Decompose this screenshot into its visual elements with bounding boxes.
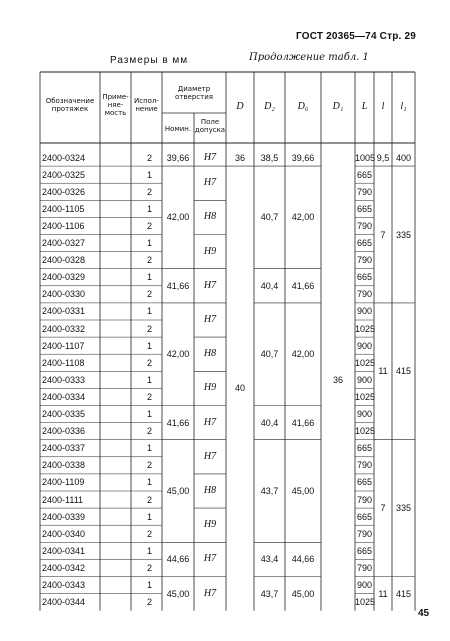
version-cell: 2	[146, 289, 152, 300]
diameter-D6-cell: 44,66	[291, 554, 315, 565]
bore-nominal-cell: 44,66	[166, 554, 190, 565]
length-L-cell: 790	[356, 460, 373, 471]
designation-cell: 2400-0340	[42, 528, 86, 539]
version-cell: 2	[146, 597, 152, 608]
bore-tolerance-cell: H7	[203, 314, 217, 325]
designation-cell: 2400-0338	[42, 460, 86, 471]
length-L-cell: 1005	[355, 152, 376, 163]
version-cell: 1	[146, 340, 152, 351]
designation-cell: 2400-0326	[42, 186, 86, 197]
designation-cell: 2400-1107	[42, 340, 85, 351]
col-header-D: D	[236, 101, 244, 112]
dimensions-caption: Размеры в мм	[110, 55, 189, 66]
length-L-cell: 900	[356, 374, 373, 385]
designation-cell: 2400-0331	[42, 306, 86, 317]
col-header-l: l	[381, 101, 385, 112]
length-L-cell: 665	[356, 443, 373, 454]
version-cell: 1	[146, 545, 152, 556]
designation-cell: 2400-0329	[42, 272, 86, 283]
col-header-D6: D₆	[297, 101, 309, 112]
diameter-D2-cell: 40,7	[260, 212, 279, 223]
length-L-cell: 1025	[355, 391, 376, 402]
designation-cell: 2400-0324	[42, 152, 86, 163]
bore-tolerance-cell: H7	[203, 151, 217, 163]
version-cell: 1	[146, 409, 152, 420]
length-L-cell: 665	[356, 511, 373, 522]
version-cell: 1	[146, 306, 152, 317]
col-header-l1: l₁	[400, 101, 407, 112]
version-cell: 1	[146, 374, 152, 385]
length-L-cell: 790	[356, 494, 373, 505]
length-l-cell: 7	[380, 503, 386, 514]
length-l-cell: 11	[378, 588, 388, 599]
version-cell: 1	[146, 203, 152, 214]
bore-tolerance-cell: H9	[203, 382, 217, 394]
length-L-cell: 665	[356, 272, 373, 283]
version-cell: 1	[146, 477, 152, 488]
length-L-cell: 790	[356, 186, 373, 197]
designation-cell: 2400-0344	[42, 597, 86, 608]
designation-cell: 2400-0336	[42, 426, 86, 437]
length-L-cell: 790	[356, 289, 373, 300]
bore-tolerance-cell: H7	[203, 177, 217, 189]
bore-tolerance-cell: H8	[203, 485, 217, 496]
diameter-D2-cell: 43,7	[260, 588, 279, 599]
version-cell: 2	[146, 152, 152, 163]
diameter-D2-cell: 38,5	[260, 152, 279, 163]
length-l1-cell: 415	[395, 366, 412, 377]
length-L-cell: 900	[356, 409, 373, 420]
diameter-D2-cell: 40,4	[260, 417, 279, 428]
length-l-cell: 7	[380, 229, 386, 240]
designation-cell: 2400-0339	[42, 511, 86, 522]
designation-cell: 2400-1106	[42, 220, 85, 231]
diameter-D2-cell: 40,7	[260, 349, 279, 360]
version-cell: 2	[146, 391, 152, 402]
length-l1-cell: 400	[395, 152, 412, 163]
length-L-cell: 900	[356, 580, 373, 591]
designation-cell: 2400-0325	[42, 169, 86, 180]
designation-cell: 2400-1105	[42, 203, 85, 214]
bore-nominal-cell: 45,00	[166, 588, 190, 599]
col-header-nominal: Номин.	[164, 125, 192, 133]
length-l-cell: 11	[378, 366, 388, 377]
bore-tolerance-cell: H8	[203, 348, 217, 360]
length-L-cell: 900	[356, 306, 373, 317]
diameter-D2-cell: 43,7	[260, 486, 279, 496]
table-continuation-caption: Продолжение табл. 1	[249, 52, 369, 63]
diameter-D6-cell: 45,00	[291, 486, 315, 496]
length-L-cell: 665	[356, 203, 373, 214]
col-header-version: Испол- нение	[134, 97, 159, 113]
designation-cell: 2400-0334	[42, 391, 86, 402]
designation-cell: 2400-0343	[42, 580, 86, 591]
bore-nominal-cell: 45,00	[166, 486, 190, 496]
length-l1-cell: 415	[395, 588, 412, 599]
version-cell: 2	[146, 323, 152, 334]
length-L-cell: 665	[356, 545, 373, 556]
designation-cell: 2400-0341	[42, 545, 86, 556]
diameter-D6-cell: 42,00	[291, 349, 315, 360]
version-cell: 1	[146, 511, 152, 522]
length-L-cell: 1025	[355, 357, 376, 368]
length-L-cell: 1025	[355, 597, 376, 608]
length-L-cell: 665	[356, 477, 373, 488]
designation-cell: 2400-1108	[42, 357, 85, 368]
designation-cell: 2400-0335	[42, 409, 86, 420]
designation-cell: 2400-0328	[42, 255, 86, 266]
diameter-D-cell: 40	[234, 383, 245, 394]
col-header-designation: Обозначение протяжек	[45, 97, 95, 113]
version-cell: 1	[146, 580, 152, 591]
designation-cell: 2400-1111	[42, 494, 84, 505]
designation-cell: 2400-0332	[42, 323, 86, 334]
version-cell: 2	[146, 357, 152, 368]
length-L-cell: 1025	[355, 426, 376, 437]
diameter-D6-cell: 39,66	[291, 152, 315, 163]
diameter-D2-cell: 43,4	[260, 554, 279, 565]
bore-nominal-cell: 42,00	[166, 349, 190, 360]
col-header-D2: D₂	[264, 101, 275, 112]
length-l-cell: 9,5	[376, 152, 390, 163]
version-cell: 2	[146, 426, 152, 437]
bore-tolerance-cell: H9	[203, 245, 217, 257]
version-cell: 1	[146, 443, 152, 454]
version-cell: 2	[146, 528, 152, 539]
version-cell: 2	[146, 220, 152, 231]
diameter-D1-cell: 36	[332, 374, 343, 385]
version-cell: 1	[146, 169, 152, 180]
diameter-D6-cell: 42,00	[291, 212, 315, 223]
length-L-cell: 790	[356, 255, 373, 266]
diameter-D6-cell: 45,00	[291, 588, 315, 599]
length-l1-cell: 335	[395, 503, 412, 514]
col-header-tolerance: Поле допуска	[194, 118, 226, 134]
bore-nominal-cell: 41,66	[166, 417, 190, 428]
bore-tolerance-cell: H7	[203, 279, 217, 291]
length-L-cell: 790	[356, 220, 373, 231]
version-cell: 2	[146, 494, 152, 505]
bore-tolerance-cell: H7	[203, 416, 217, 428]
designation-cell: 2400-0330	[42, 289, 86, 300]
col-header-application: Приме- няе- мость	[102, 93, 129, 117]
length-L-cell: 900	[356, 340, 373, 351]
designation-cell: 2400-0327	[42, 238, 86, 249]
length-L-cell: 665	[356, 238, 373, 249]
diameter-D6-cell: 41,66	[291, 417, 315, 428]
version-cell: 1	[146, 272, 152, 283]
bore-nominal-cell: 41,66	[166, 280, 190, 291]
designation-cell: 2400-0342	[42, 562, 86, 573]
page-number: 45	[418, 608, 430, 619]
col-header-L: L	[361, 101, 368, 112]
designation-cell: 2400-0337	[42, 443, 86, 454]
standard-header: ГОСТ 20365—74 Стр. 29	[296, 31, 416, 42]
version-cell: 1	[146, 238, 152, 249]
length-L-cell: 665	[356, 169, 373, 180]
version-cell: 2	[146, 186, 152, 197]
designation-cell: 2400-0333	[42, 374, 86, 385]
col-header-D1: D₁	[332, 101, 344, 112]
bore-tolerance-cell: H7	[203, 553, 217, 565]
length-l1-cell: 335	[395, 229, 412, 240]
diameter-D-cell: 36	[234, 152, 245, 163]
bore-tolerance-cell: H8	[203, 211, 217, 223]
bore-tolerance-cell: H7	[203, 450, 217, 462]
version-cell: 2	[146, 460, 152, 471]
version-cell: 2	[146, 255, 152, 266]
length-L-cell: 1025	[355, 323, 376, 334]
col-header-bore: Диаметр отверстия	[175, 85, 213, 101]
version-cell: 2	[146, 562, 152, 573]
bore-nominal-cell: 39,66	[166, 152, 190, 163]
diameter-D6-cell: 41,66	[291, 280, 315, 291]
length-L-cell: 790	[356, 562, 373, 573]
bore-tolerance-cell: H9	[203, 519, 217, 531]
bore-tolerance-cell: H7	[203, 587, 217, 599]
diameter-D2-cell: 40,4	[260, 280, 279, 291]
length-L-cell: 790	[356, 528, 373, 539]
bore-nominal-cell: 42,00	[166, 212, 190, 223]
designation-cell: 2400-1109	[42, 477, 85, 488]
